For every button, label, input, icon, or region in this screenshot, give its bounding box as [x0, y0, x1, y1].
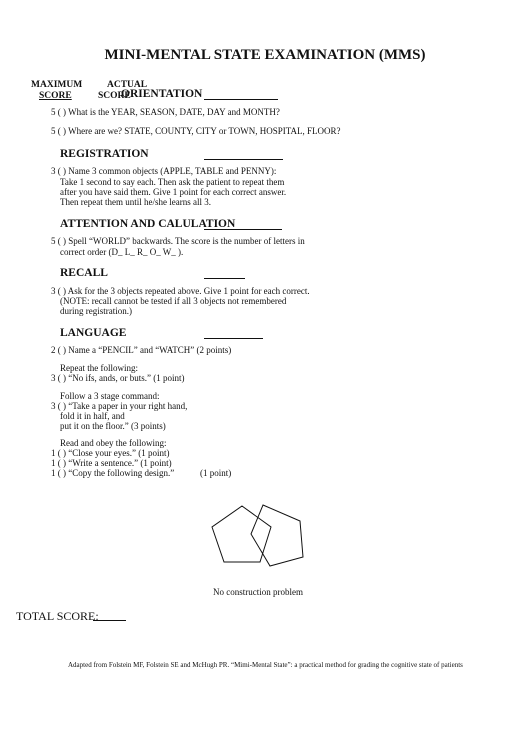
citation-footnote: Adapted from Folstein MF, Folstein SE and McHugh PR. “Mimi-Mental State”: a practical method for grading the cognitive state of patients [68, 661, 463, 669]
language-stage-heading: Follow a 3 stage command: [60, 391, 160, 401]
language-obey-item-1: 1 ( ) “Close your eyes.” (1 point) [51, 448, 170, 458]
language-obey-item-3-points: (1 point) [200, 468, 232, 478]
attention-line-1: 5 ( ) Spell “WORLD” backwards. The score is the number of letters in [51, 236, 305, 246]
language-stage-line-1: 3 ( ) “Take a paper in your right hand, [51, 401, 188, 411]
orientation-question-2: 5 ( ) Where are we? STATE, COUNTY, CITY or TOWN, HOSPITAL, FLOOR? [51, 126, 341, 136]
registration-line-1: 3 ( ) Name 3 common objects (APPLE, TABLE and PENNY): [51, 166, 277, 176]
figure-caption: No construction problem [213, 587, 303, 597]
section-recall: RECALL [60, 267, 108, 279]
language-obey-item-2: 1 ( ) “Write a sentence.” (1 point) [51, 458, 172, 468]
section-orientation: ORIENTATION [121, 88, 203, 100]
section-registration: REGISTRATION [60, 148, 149, 160]
registration-line-3: after you have said them. Give 1 point for each correct answer. [60, 187, 287, 197]
total-score-blank [93, 620, 126, 621]
recall-line-2: (NOTE: recall cannot be tested if all 3 objects not remembered [60, 296, 287, 306]
language-score-blank [204, 338, 263, 339]
registration-score-blank [204, 159, 283, 160]
section-language: LANGUAGE [60, 327, 127, 339]
max-score-header: SCORE [39, 91, 72, 101]
registration-line-2: Take 1 second to say each. Then ask the patient to repeat them [60, 177, 285, 187]
language-stage-line-2: fold it in half, and [60, 411, 125, 421]
maximum-header: MAXIMUM [31, 80, 83, 90]
attention-line-2: correct order (D_ L_ R_ O_ W_ ). [60, 247, 184, 257]
total-score-label: TOTAL SCORE: [16, 609, 99, 623]
actual-score-header: SCORE [98, 91, 131, 101]
recall-line-3: during registration.) [60, 306, 132, 316]
registration-line-4: Then repeat them until he/she learns all 3. [60, 197, 211, 207]
pentagon-right [251, 505, 303, 566]
intersecting-pentagons-figure [206, 504, 310, 570]
orientation-score-blank [204, 99, 278, 100]
actual-header: ACTUAL [107, 80, 148, 90]
language-repeat-heading: Repeat the following: [60, 363, 138, 373]
recall-score-blank [204, 278, 245, 279]
language-obey-item-3: 1 ( ) “Copy the following design.” [51, 468, 175, 478]
recall-line-1: 3 ( ) Ask for the 3 objects repeated above. Give 1 point for each correct. [51, 286, 310, 296]
orientation-question-1: 5 ( ) What is the YEAR, SEASON, DATE, DAY and MONTH? [51, 107, 280, 117]
language-stage-line-3: put it on the floor.” (3 points) [60, 421, 166, 431]
section-attention-calculation: ATTENTION AND CALULATION [60, 218, 236, 230]
language-obey-heading: Read and obey the following: [60, 438, 167, 448]
language-name-objects: 2 ( ) Name a “PENCIL” and “WATCH” (2 points) [51, 345, 232, 355]
language-repeat-item: 3 ( ) “No ifs, ands, or buts.” (1 point) [51, 373, 185, 383]
attention-score-blank [204, 229, 282, 230]
page-title: MINI-MENTAL STATE EXAMINATION (MMS) [104, 47, 426, 63]
